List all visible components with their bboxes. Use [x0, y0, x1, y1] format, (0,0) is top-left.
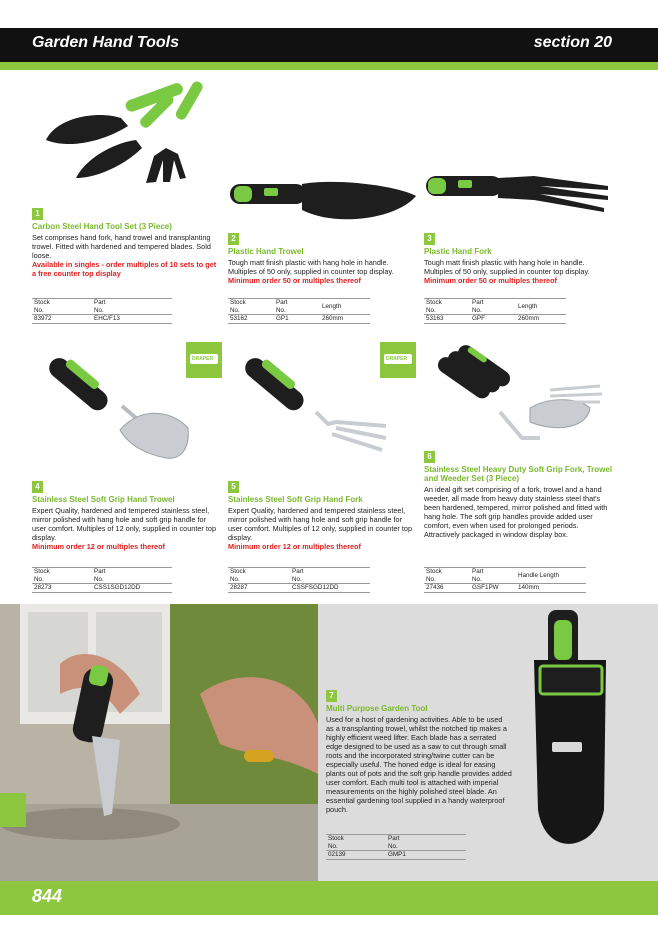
garden-weeding-photo [0, 604, 318, 881]
spec-header-cell: Stock No. [424, 568, 470, 584]
multi-tool-pouch-image [526, 610, 616, 868]
product-title: Stainless Steel Heavy Duty Soft Grip Fork, Trowel and Weeder Set (3 Piece) [424, 465, 613, 483]
spec-header-row [424, 568, 586, 584]
spec-value-cell: 83972 [32, 315, 92, 324]
spec-value-row [32, 315, 172, 324]
draper-logo: DRAPER [380, 342, 416, 378]
spec-value-cell: 260mm [516, 315, 566, 324]
spec-value-cell: 140mm [516, 584, 586, 593]
product-order-note: Minimum order 50 or multiples thereof [228, 276, 361, 285]
spec-value-cell: GP1 [274, 315, 320, 324]
product-6 [424, 451, 614, 539]
spec-table [424, 567, 586, 593]
product-number-badge: 1 [32, 208, 43, 220]
spec-value-cell: 02139 [326, 851, 386, 860]
spec-value-row [424, 584, 586, 593]
page-number: 844 [32, 886, 63, 906]
spec-value-cell: 28287 [228, 584, 290, 593]
spec-header-cell: Part No. [470, 568, 516, 584]
ss-heavy-duty-set-image [430, 342, 630, 442]
product-number-badge: 6 [424, 451, 435, 463]
ss-trowel-image [40, 340, 200, 462]
product-number-badge: 3 [424, 233, 435, 245]
spec-header-row [424, 299, 566, 315]
spec-header-cell: Part No. [290, 568, 370, 584]
spec-header-cell: Part No. [92, 568, 172, 584]
product-description: Set comprises hand fork, hand trowel and transplanting trowel. Fitted with hardened and tempered blades. Sold loose. [32, 233, 211, 260]
spec-value-row [32, 584, 172, 593]
page-header [0, 28, 658, 62]
spec-header-cell: Part No. [274, 299, 320, 315]
spec-value-cell: 28273 [32, 584, 92, 593]
spec-value-cell: EHC/F13 [92, 315, 172, 324]
product-title: Multi Purpose Garden Tool [326, 704, 428, 713]
spec-header-cell: Stock No. [228, 568, 290, 584]
spec-header-row [228, 299, 370, 315]
plastic-trowel-image [228, 172, 418, 232]
spec-header-cell: Stock No. [326, 835, 386, 851]
spec-value-cell: 260mm [320, 315, 370, 324]
product-description: Used for a host of gardening activities. Able to be used as a transplanting trowel, whilst the notched tip makes a highly efficient weed lifter. Each blade has a serrated edge designed to be used as a saw to cut through small roots and the incorporated string/twine cutter can be especially useful. The honed edge is ideal for easing plants out of pots and the soft grip handle provides added user comfort. Each multi tool is attached with imperial measurements on the highly polished steel blade. An essential gardening tool supplied in a handy waterproof pouch. [326, 715, 512, 814]
product-4 [32, 481, 222, 551]
draper-logo: DRAPER [186, 342, 222, 378]
ss-fork-image [236, 340, 396, 462]
spec-header-cell: Handle Length [516, 568, 586, 584]
carbon-steel-set-image [36, 78, 226, 198]
product-description: Tough matt finish plastic with hang hole in handle. Multiples of 50 only, supplied in counter top display. [424, 258, 590, 276]
product-title: Carbon Steel Hand Tool Set (3 Piece) [32, 222, 172, 231]
product-description: Tough matt finish plastic with hang hole in handle. Multiples of 50 only, supplied in counter top display. [228, 258, 394, 276]
product-order-note: Minimum order 12 or multiples thereof [228, 542, 361, 551]
header-green-stripe [0, 62, 658, 70]
product-description: Expert Quality, hardened and tempered stainless steel, mirror polished with hang hole and soft grip handle for user comfort. Multiples of 12 only, supplied in counter top display. [32, 506, 217, 542]
page-footer [0, 881, 658, 915]
spec-value-cell: CSSFSGD12DD [290, 584, 370, 593]
spec-header-row [228, 568, 370, 584]
page-title: Garden Hand Tools [32, 34, 179, 51]
spec-header-row [326, 835, 466, 851]
spec-header-row [32, 299, 172, 315]
spec-header-cell: Length [320, 299, 370, 315]
product-5 [228, 481, 418, 551]
product-description: Expert Quality, hardened and tempered stainless steel, mirror polished with hang hole and soft grip handle for user comfort. Multiples of 12 only, supplied in counter top display. [228, 506, 413, 542]
spec-header-cell: Part No. [92, 299, 172, 315]
product-number-badge: 4 [32, 481, 43, 493]
plastic-fork-image [424, 172, 614, 232]
spec-value-row [424, 315, 566, 324]
section-label: section 20 [533, 34, 612, 51]
spec-header-cell: Stock No. [228, 299, 274, 315]
product-number-badge: 2 [228, 233, 239, 245]
product-1 [32, 208, 222, 278]
product-7 [326, 690, 512, 814]
product-title: Plastic Hand Trowel [228, 247, 304, 256]
spec-table [326, 834, 466, 860]
spec-value-cell: CSS1SGD12DD [92, 584, 172, 593]
spec-table [32, 298, 172, 324]
product-number-badge: 7 [326, 690, 337, 702]
side-green-tab [0, 793, 26, 827]
spec-value-row [228, 584, 370, 593]
product-order-note: Available in singles - order multiples of 10 sets to get a free counter top display [32, 260, 217, 278]
spec-table [228, 567, 370, 593]
spec-value-cell: GMP1 [386, 851, 466, 860]
spec-table [228, 298, 370, 324]
spec-header-cell: Stock No. [424, 299, 470, 315]
product-3 [424, 233, 614, 285]
spec-table [32, 567, 172, 593]
spec-header-cell: Part No. [386, 835, 466, 851]
product-title: Stainless Steel Soft Grip Hand Trowel [32, 495, 175, 504]
spec-value-cell: GSF1PW [470, 584, 516, 593]
spec-value-cell: 53163 [424, 315, 470, 324]
spec-value-cell: 27436 [424, 584, 470, 593]
product-description: An ideal gift set comprising of a fork, trowel and a hand weeder, all made from heavy duty stainless steel that's been hardened, tempered, mirror polished and fitted with hang hole. The soft grip handles provide added user comfort, even when used for prolonged periods. Attractively packaged in window display box. [424, 485, 608, 539]
product-2 [228, 233, 418, 285]
spec-header-cell: Length [516, 299, 566, 315]
product-order-note: Minimum order 12 or multiples thereof [32, 542, 165, 551]
product-title: Plastic Hand Fork [424, 247, 492, 256]
spec-header-row [32, 568, 172, 584]
product-order-note: Minimum order 50 or multiples thereof [424, 276, 557, 285]
spec-value-cell: 53162 [228, 315, 274, 324]
spec-header-cell: Stock No. [32, 568, 92, 584]
spec-header-cell: Part No. [470, 299, 516, 315]
product-number-badge: 5 [228, 481, 239, 493]
spec-table [424, 298, 566, 324]
spec-header-cell: Stock No. [32, 299, 92, 315]
spec-value-cell: GPF [470, 315, 516, 324]
product-title: Stainless Steel Soft Grip Hand Fork [228, 495, 363, 504]
spec-value-row [228, 315, 370, 324]
spec-value-row [326, 851, 466, 860]
